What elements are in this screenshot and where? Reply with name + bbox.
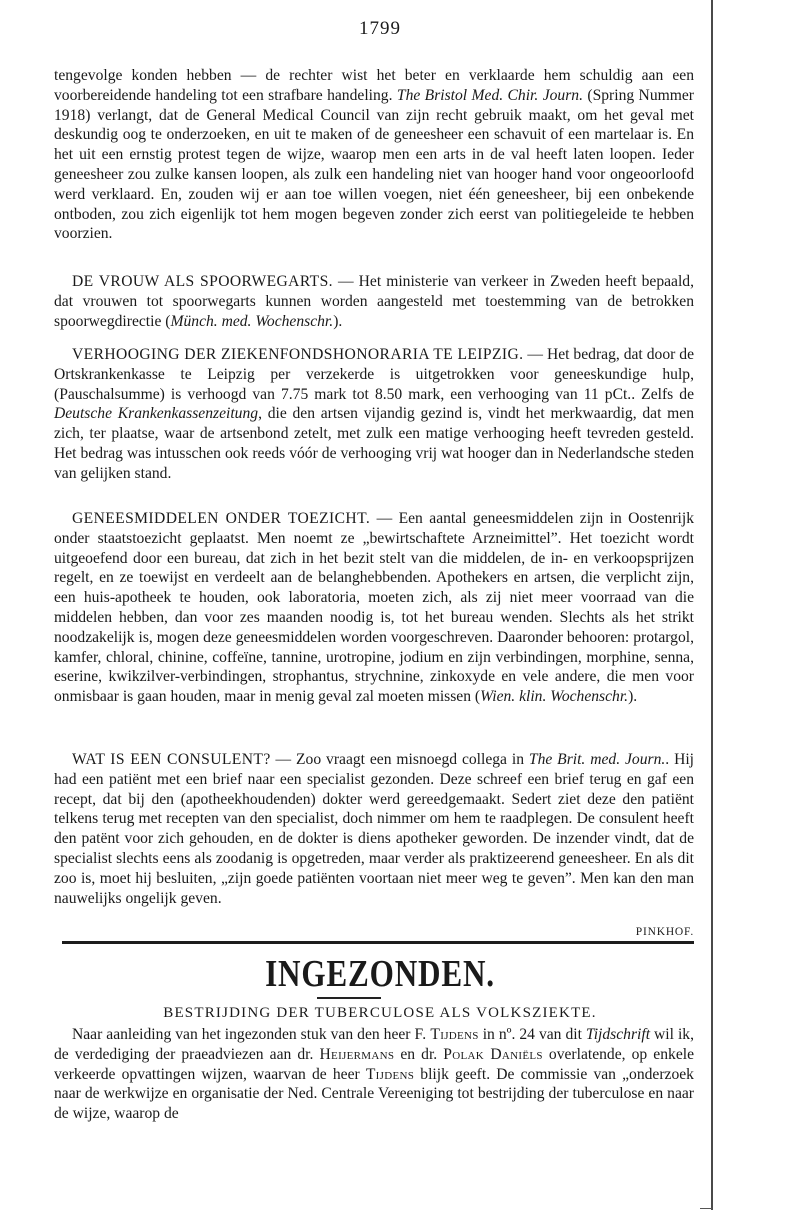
paragraph-text: ). xyxy=(628,688,638,706)
journal-citation: Münch. med. Wochenschr. xyxy=(170,312,334,330)
article-heading: VERHOOGING DER ZIEKENFONDSHONORARIA TE LEIPZIG. xyxy=(72,346,524,363)
article-ziekenfondshonoraria xyxy=(54,345,694,484)
article-vrouw-spoorwegarts xyxy=(54,272,694,331)
article-paragraph xyxy=(54,509,694,707)
person-name: F. Tijdens xyxy=(414,1026,479,1043)
continued-article xyxy=(54,66,694,244)
paragraph-text: . Hij had een patiënt met een brief naar een specialist gezonden. Deze schreef een brief terug en gaf een recept, dat bij den (apotheekhoudenden) dokter werd gereedgemaakt. Sedert ziet deze den patiënt telkens terug met recepten van den specialist, doch nimmer om hem te raadplegen. De consulent heeft den patënt voor zich gehouden, en de dokter is diens apotheker geworden. De inzender vindt, dat de specialist slechts eens als zoodanig is opgetreden, maar verder als praktizeerend geneesheer. En als dit zoo is, moet hij besluiten, „zijn goede patiënten voortaan niet meer weg te geven”. Men kan den man nauwelijks ongelijk geven. xyxy=(54,751,694,907)
paragraph-text: — Het bedrag, dat door de Ortskrankenkasse te Leipzig per verzekerde is uitgetrokken voor geneeskundige hulp, (Pauschalsumme) is verhoogd van 7.75 mark tot 8.50 mark, een verhooging van 11 pCt.. Zelfs de xyxy=(54,346,694,403)
section-title: INGEZONDEN. xyxy=(265,953,495,995)
person-name: Heijermans xyxy=(319,1045,395,1063)
journal-citation: Wien. klin. Wochenschr. xyxy=(480,688,629,706)
scan-page-edge-foot xyxy=(700,1208,712,1209)
paragraph-text: , die den artsen vijandig gezind is, vindt het merkwaardig, dat men zich, ter plaatse, waar de artsenbond zetelt, met zulk een matige verhooging heeft tevreden gesteld. Het bedrag was intusschen ook reeds vóór de verhooging vrij wat hooger dan in Nederlandsche steden van gelijken stand. xyxy=(54,405,694,482)
paragraph-text: wil ik, de verdediging der praeadviezen aan dr. xyxy=(54,1026,694,1063)
paragraph-text: — Het ministerie van verkeer in Zweden heeft bepaald, dat vrouwen tot spoorwegarts kunnen worden aangesteld met toestemming van de betrokken spoorwegdirectie ( xyxy=(54,273,694,330)
article-heading: GENEESMIDDELEN ONDER TOEZICHT. xyxy=(72,510,371,527)
author-signature: PINKHOF. xyxy=(635,926,694,938)
section-divider xyxy=(62,941,694,944)
scan-page-edge xyxy=(711,0,713,1210)
letter-paragraph xyxy=(54,1025,694,1124)
journal-citation: Deutsche Krankenkassenzeitung xyxy=(54,405,259,423)
article-paragraph xyxy=(54,345,694,484)
person-name: Tijdens xyxy=(365,1065,415,1083)
article-subtitle: BESTRIJDING DER TUBERCULOSE ALS VOLKSZIEKTE. xyxy=(163,1005,597,1021)
paragraph-text: in nº. 24 van dit xyxy=(478,1026,586,1043)
ingezonden-letter xyxy=(54,1025,694,1124)
paragraph-text: blijk geeft. De commissie van „onderzoek naar de werkwijze en organisatie der Ned. Centrale Vereeniging tot bestrijding der tuberculose en naar de wijze, waarop de xyxy=(54,1065,694,1123)
paragraph-text: overlatende, op enkele verkeerde opvattingen wijzen, waarvan de heer xyxy=(54,1045,694,1083)
article-paragraph xyxy=(54,750,694,908)
paragraph-text: tengevolge konden hebben — de rechter wist het beter en verklaarde hem schuldig aan een voorbereidende handeling tot een strafbare handeling. xyxy=(54,67,694,104)
article-paragraph xyxy=(54,272,694,331)
paragraph-text: — Zoo vraagt een misnoegd collega in xyxy=(270,751,529,768)
journal-citation: The Brit. med. Journ. xyxy=(528,751,666,768)
person-name: Polak Daniëls xyxy=(443,1045,543,1063)
article-consulent xyxy=(54,750,694,908)
paragraph-text: (Spring Nummer 1918) verlangt, dat de General Medical Council van zijn recht gebruik maakt, om het geval met deskundig oog te onderzoeken, en uit te maken of de geneesheer een schavuit of een martelaar is. En het uit een ernstig protest tegen de wijze, waarop men een arts in de val heeft laten loopen. Ieder geneesheer zou zulke kansen loopen, als zulk een handeling niet van hooger hand voor ongeoorloofd werd verklaard. En, zouden wij er aan toe willen voegen, niet één geneesheer, bij een onbekende ontboden, zou zich eigenlijk tot hem mogen begeven zonder zich eerst van politiegeleide te hebben voorzien. xyxy=(54,86,694,243)
paragraph-text: — Een aantal geneesmiddelen zijn in Oostenrijk onder staatstoezicht geplaatst. Men noemt ze „bewirtschaftete Arzneimittel”. Het toezicht wordt uitgeoefend door een bureau, dat zich in het bezit stelt van die middelen, de in- en verkoopsprijzen regelt, en ze toewijst en verdeelt aan de belanghebbenden. Apothekers en artsen, die verplicht zijn, een huis-apotheek te houden, ook laboratoria, moeten zich, als zij niet meer voorraad van die middelen hebben, dan voor zes maanden noodig is, tot het bureau wenden. Slechts als het strikt noodzakelijk is, mogen deze geneesmiddelen worden voorgeschreven. Daaronder behooren: protargol, kamfer, chloral, chinine, coffeïne, tannine, urotropine, jodium en zijn verbindingen, morphine, senna, eserine, kwikzilver-verbindingen, strophantus, strychnine, zinkoxyde en vele andere, die men voor onmisbaar is gaan houden, maar in menig geval zal moeten missen ( xyxy=(54,510,694,706)
article-geneesmiddelen xyxy=(54,509,694,707)
paragraph-text: ). xyxy=(333,312,343,330)
paragraph-text: Naar aanleiding van het ingezonden stuk van den heer xyxy=(72,1026,415,1043)
page-number: 1799 xyxy=(359,18,401,39)
paragraph-text: en dr. xyxy=(394,1045,444,1063)
article-heading: DE VROUW ALS SPOORWEGARTS. xyxy=(72,273,333,290)
journal-citation: Tijdschrift xyxy=(585,1026,651,1043)
article-heading: WAT IS EEN CONSULENT? xyxy=(72,751,271,768)
title-underline xyxy=(317,997,381,999)
continued-paragraph xyxy=(54,66,694,244)
journal-citation: The Bristol Med. Chir. Journ. xyxy=(396,86,583,104)
